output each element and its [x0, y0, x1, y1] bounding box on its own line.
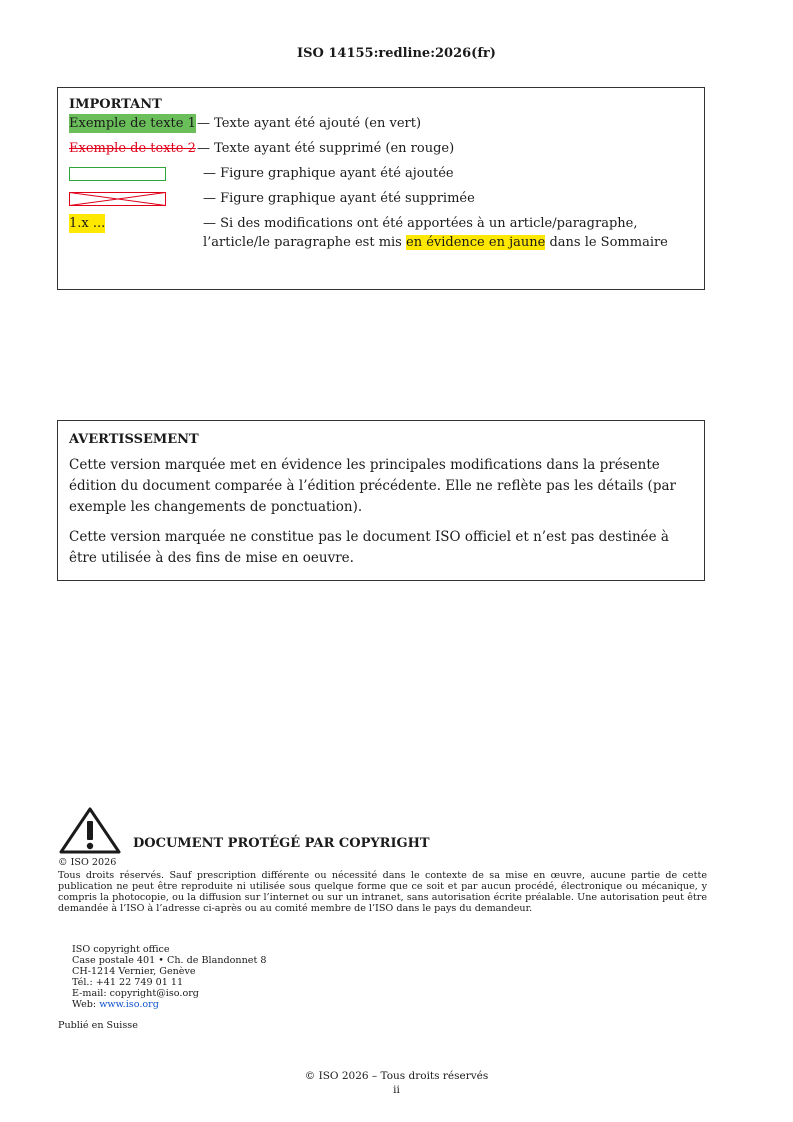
added-text-description: — Texte ayant été ajouté (en vert): [197, 116, 422, 131]
added-figure-sample: [69, 164, 166, 181]
removed-figure-description: — Figure graphique ayant été supprimée: [203, 191, 475, 206]
document-header: ISO 14155:redline:2026(fr): [297, 46, 496, 61]
copyright-year: © ISO 2026: [58, 857, 117, 868]
office-name: ISO copyright office: [72, 944, 170, 955]
footer-rights: © ISO 2026 – Tous droits réservés: [304, 1070, 489, 1082]
warning-paragraph-2: Cette version marquée ne constitue pas le document ISO officiel et n’est pas destinée à être utilisée à des fins de mise en oeuvre.: [69, 529, 669, 566]
office-address-line-2: CH-1214 Vernier, Genève: [72, 966, 196, 977]
highlighted-clause-description: — Si des modifications ont été apportées à un article/paragraphe, l’article/le paragraphe est mis en évidence en jaune dans le Sommaire: [203, 216, 668, 250]
warning-paragraph-1: Cette version marquée met en évidence les principales modifications dans la présente édition du document comparée à l’édition précédente. Elle ne reflète pas les détails (par exemple les changements de ponctuation).: [69, 457, 676, 515]
added-figure-description: — Figure graphique ayant été ajoutée: [203, 166, 454, 181]
important-title: IMPORTANT: [69, 97, 162, 112]
copyright-office-address: [72, 944, 266, 1010]
highlight-phrase: en évidence en jaune: [406, 235, 546, 250]
page-footer: [0, 1069, 793, 1097]
office-address-line-1: Case postale 401 • Ch. de Blandonnet 8: [72, 955, 267, 966]
office-web: Web: www.iso.org: [72, 999, 159, 1010]
highlighted-clause-sample: 1.x ...: [69, 216, 106, 231]
published-in: Publié en Suisse: [58, 1020, 138, 1031]
removed-figure-sample: [69, 189, 166, 206]
iso-website-link[interactable]: www.iso.org: [99, 999, 159, 1010]
added-text-sample: Exemple de texte 1: [69, 116, 196, 131]
removed-figure-cross-icon: [69, 192, 166, 206]
removed-text-description: — Texte ayant été supprimé (en rouge): [197, 141, 455, 156]
copyright-title: DOCUMENT PROTÉGÉ PAR COPYRIGHT: [133, 836, 430, 851]
page-number: ii: [393, 1084, 400, 1096]
office-email: E-mail: copyright@iso.org: [72, 988, 199, 999]
office-phone: Tél.: +41 22 749 01 11: [72, 977, 184, 988]
important-legend-box: [57, 87, 705, 290]
copyright-notice: Tous droits réservés. Sauf prescription différente ou nécessité dans le contexte de sa mise en œuvre, aucune partie de cette publication ne peut être reproduite ni utilisée sous quelque forme que ce soit et par aucun procédé, électronique ou mécanique, y compris la photocopie, ou la diffusion sur l’internet ou sur un intranet, sans autorisation écrite préalable. Une autorisation peut être demandée à l’ISO à l’adresse ci-après ou au comité membre de l’ISO dans le pays du demandeur.: [58, 870, 707, 914]
removed-text-sample: Exemple de texte 2: [69, 141, 196, 156]
warning-box: [57, 420, 705, 581]
legend-row-added-text: [69, 114, 693, 139]
legend-row-removed-text: [69, 139, 693, 164]
legend-row-removed-figure: [69, 189, 693, 214]
legend-row-highlighted-clause: [69, 214, 693, 274]
copyright-header: [58, 806, 122, 858]
warning-title: AVERTISSEMENT: [69, 432, 199, 447]
legend-row-added-figure: [69, 164, 693, 189]
warning-triangle-icon: [58, 806, 122, 854]
